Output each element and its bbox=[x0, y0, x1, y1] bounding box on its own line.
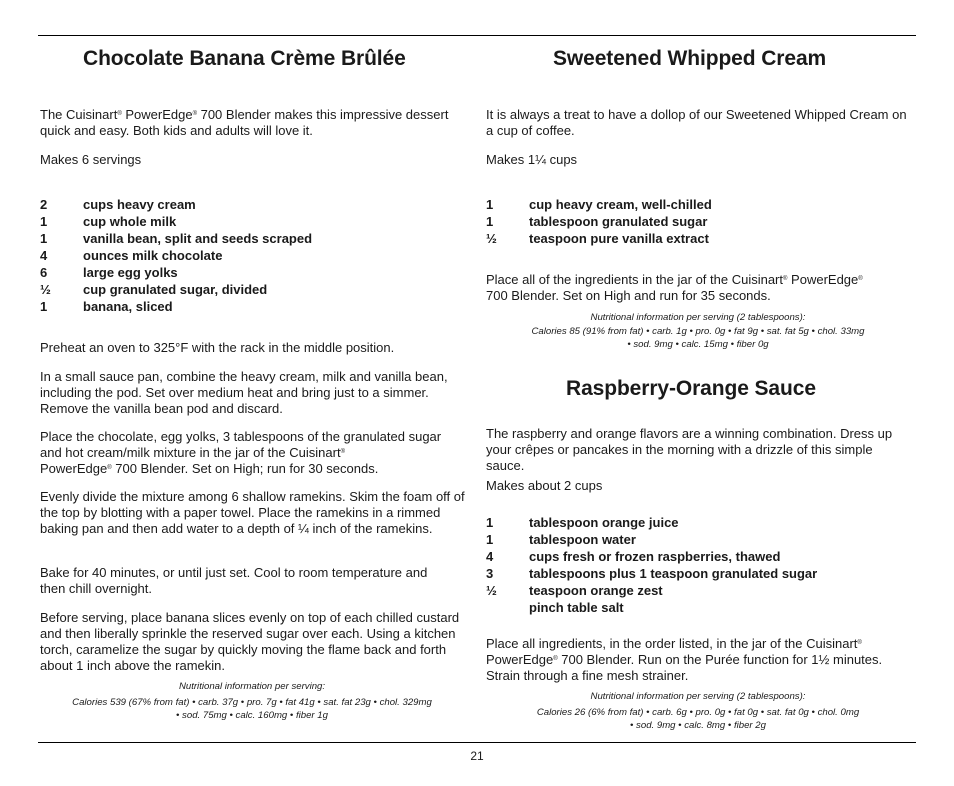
ingredient-row: 3 tablespoons plus 1 teaspoon granulated sugar bbox=[486, 566, 818, 581]
ingredient-list bbox=[40, 196, 468, 315]
bottom-rule bbox=[38, 742, 916, 743]
nutrition-line: • sod. 9mg • calc. 15mg • fiber 0g bbox=[627, 339, 769, 350]
nutrition-info bbox=[40, 680, 464, 722]
recipe-title: Sweetened Whipped Cream bbox=[553, 47, 827, 70]
nutrition-info bbox=[486, 690, 910, 732]
nutrition-heading: Nutritional information per serving: bbox=[178, 681, 326, 692]
ingredient-row: 4 ounces milk chocolate bbox=[40, 248, 223, 263]
step-1: Preheat an oven to 325°F with the rack in the middle position. bbox=[40, 340, 395, 355]
step-2: In a small sauce pan, combine the heavy cream, milk and vanilla bean, including the pod. Set over medium heat and bring just to a simmer. Remove the vanilla bean pod and discard. bbox=[40, 369, 448, 416]
step-3: Place the chocolate, egg yolks, 3 tablespoons of the granulated sugar and hot cream/milk mixture in the jar of the Cuisinart® PowerEdge® 700 Blender. Set on High; run for 30 seconds. bbox=[40, 429, 442, 476]
ingredient-row: 4 cups fresh or frozen raspberries, thawed bbox=[486, 549, 781, 564]
ingredient-row: 6 large egg yolks bbox=[40, 265, 178, 280]
step-4: Evenly divide the mixture among 6 shallow ramekins. Skim the foam off of the top by blotting with a paper towel. Place the ramekins in a rimmed baking pan and then add water to a depth of ¼ inch of the ramekins. bbox=[40, 489, 465, 536]
page-number: 21 bbox=[470, 749, 484, 763]
recipe-yield: Makes about 2 cups bbox=[486, 478, 603, 493]
recipe-intro: The raspberry and orange flavors are a winning combination. Dress up your crêpes or pancakes in the morning with a drizzle of this simple sauce. bbox=[486, 426, 893, 473]
recipe-title: Chocolate Banana Crème Brûlée bbox=[83, 47, 406, 70]
step-5: Bake for 40 minutes, or until just set. Cool to room temperature and then chill overnight. bbox=[40, 565, 428, 596]
ingredient-list bbox=[486, 514, 914, 616]
ingredient-row: 1 cup whole milk bbox=[40, 214, 177, 229]
nutrition-line: Calories 539 (67% from fat) • carb. 37g • pro. 7g • fat 41g • sat. fat 23g • chol. 329mg bbox=[72, 697, 432, 708]
ingredient-row: ½ teaspoon orange zest bbox=[486, 583, 663, 598]
ingredient-row: 1 banana, sliced bbox=[40, 299, 173, 314]
nutrition-line: Calories 26 (6% from fat) • carb. 6g • pro. 0g • fat 0g • sat. fat 0g • chol. 0mg bbox=[536, 707, 860, 718]
nutrition-info bbox=[486, 311, 910, 351]
ingredient-row: 1 cup heavy cream, well-chilled bbox=[486, 197, 712, 212]
ingredient-list bbox=[486, 196, 914, 247]
ingredient-row: ½ cup granulated sugar, divided bbox=[40, 282, 268, 297]
ingredient-row: 2 cups heavy cream bbox=[40, 197, 196, 212]
nutrition-line: • sod. 75mg • calc. 160mg • fiber 1g bbox=[176, 710, 328, 721]
nutrition-line: • sod. 9mg • calc. 8mg • fiber 2g bbox=[630, 720, 766, 731]
ingredient-row: 1 vanilla bean, split and seeds scraped bbox=[40, 231, 313, 246]
ingredient-row: 1 tablespoon orange juice bbox=[486, 515, 679, 530]
ingredient-row: 1 tablespoon granulated sugar bbox=[486, 214, 708, 229]
nutrition-line: Calories 85 (91% from fat) • carb. 1g • pro. 0g • fat 9g • sat. fat 5g • chol. 33mg bbox=[531, 326, 865, 337]
recipe-yield: Makes 6 servings bbox=[40, 152, 142, 167]
recipe-step: Place all of the ingredients in the jar of the Cuisinart® PowerEdge® 700 Blender. Set on High and run for 35 seconds. bbox=[486, 272, 863, 303]
ingredient-row: pinch table salt bbox=[529, 600, 624, 615]
recipe-intro: It is always a treat to have a dollop of our Sweetened Whipped Cream on a cup of coffee. bbox=[486, 107, 907, 138]
recipe-yield: Makes 1¼ cups bbox=[486, 152, 578, 167]
recipe-title: Raspberry-Orange Sauce bbox=[566, 377, 816, 400]
nutrition-heading: Nutritional information per serving (2 tablespoons): bbox=[590, 312, 806, 323]
top-rule bbox=[38, 35, 916, 36]
nutrition-heading: Nutritional information per serving (2 tablespoons): bbox=[590, 691, 806, 702]
recipe-step: Place all ingredients, in the order listed, in the jar of the Cuisinart® PowerEdge® 700 Blender. Run on the Purée function for 1½ minutes. Strain through a fine mesh strainer. bbox=[486, 636, 883, 683]
ingredient-row: 1 tablespoon water bbox=[486, 532, 636, 547]
step-6: Before serving, place banana slices evenly on top of each chilled custard and then liberally sprinkle the reserved sugar over each. Using a kitchen torch, caramelize the sugar by quickly moving the flame back and forth about 1 inch above the ramekin. bbox=[40, 610, 460, 673]
recipe-intro: The Cuisinart® PowerEdge® 700 Blender makes this impressive dessert quick and easy. Both kids and adults will love it. bbox=[40, 107, 449, 138]
ingredient-row: ½ teaspoon pure vanilla extract bbox=[486, 231, 709, 246]
